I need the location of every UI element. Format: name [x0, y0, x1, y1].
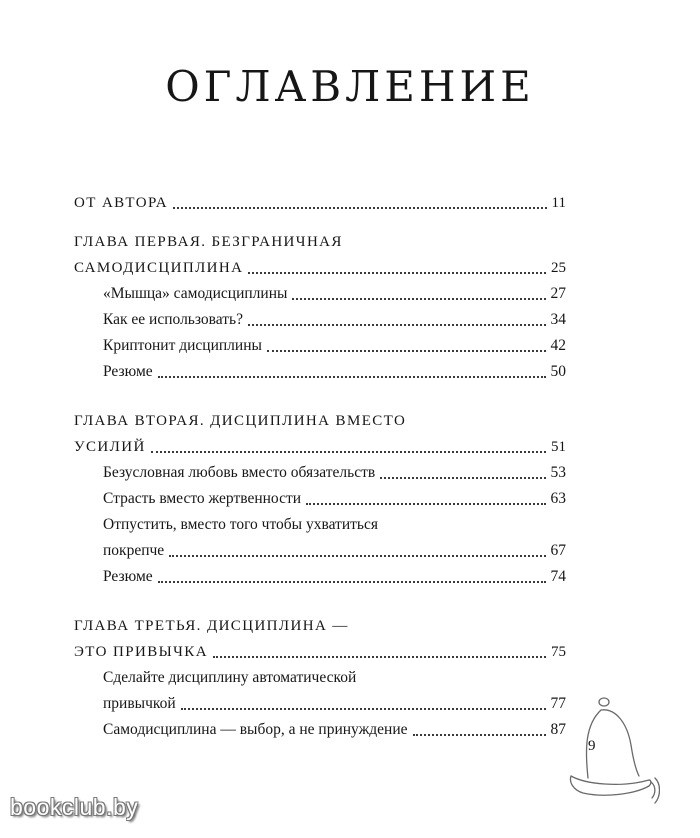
- toc-page-number: 74: [550, 568, 566, 585]
- chapter-heading-line: ГЛАВА ПЕРВАЯ. БЕЗГРАНИЧНАЯ: [74, 234, 343, 250]
- dot-leader: [158, 581, 546, 583]
- watermark-logo: bookclub.by: [10, 794, 139, 820]
- toc-entry-line: Сделайте дисциплину автоматической: [103, 669, 357, 686]
- toc-label: Как ее использовать?: [103, 311, 243, 328]
- toc-label: привычкой: [103, 695, 176, 712]
- toc-entry-chapter-3: [74, 639, 566, 665]
- toc-page-number: 50: [550, 363, 566, 380]
- toc-page-number: 11: [551, 195, 566, 211]
- toc-page-number: 67: [550, 542, 566, 559]
- toc-label: покрепче: [103, 542, 165, 559]
- toc-entry: [74, 333, 566, 359]
- chapter-heading-line: ГЛАВА ВТОРАЯ. ДИСЦИПЛИНА ВМЕСТО: [74, 413, 407, 429]
- toc-page-number: 42: [550, 337, 566, 354]
- toc-page-number: 77: [550, 695, 566, 712]
- table-of-contents: [74, 190, 566, 743]
- dot-leader: [248, 324, 546, 326]
- toc-page-number: 34: [550, 311, 566, 328]
- dot-leader: [173, 207, 547, 209]
- toc-entry: [74, 460, 566, 486]
- dot-leader: [306, 503, 545, 505]
- toc-entry: [74, 717, 566, 743]
- toc-page-number: 53: [550, 464, 566, 481]
- toc-label: Самодисциплина — выбор, а не принуждение: [103, 721, 408, 738]
- toc-entry: [74, 281, 566, 307]
- dot-leader: [151, 451, 546, 453]
- toc-label: «Мышца» самодисциплины: [103, 285, 288, 302]
- toc-entry-chapter-1: [74, 255, 566, 281]
- toc-entry: [74, 564, 566, 590]
- toc-page-number: 75: [551, 644, 566, 660]
- toc-entry: [74, 538, 566, 564]
- toc-label: ОТ АВТОРА: [74, 195, 169, 211]
- page-title: ОГЛАВЛЕНИЕ: [165, 62, 535, 111]
- bell-icon: [555, 690, 660, 805]
- page-number: 9: [588, 738, 596, 754]
- toc-entry: [74, 359, 566, 385]
- chapter-heading-line: ГЛАВА ТРЕТЬЯ. ДИСЦИПЛИНА —: [74, 618, 349, 634]
- toc-label: Резюме: [103, 568, 153, 585]
- toc-page-number: 27: [550, 285, 566, 302]
- toc-entry: [74, 691, 566, 717]
- dot-leader: [213, 656, 546, 658]
- toc-entry-author: [74, 190, 566, 216]
- toc-page-number: 63: [550, 490, 566, 507]
- toc-entry-line: Отпустить, вместо того чтобы ухватиться: [103, 516, 378, 533]
- toc-entry: [74, 486, 566, 512]
- toc-label: Страсть вместо жертвенности: [103, 490, 302, 507]
- toc-label: УСИЛИЙ: [74, 439, 146, 455]
- dot-leader: [292, 298, 545, 300]
- dot-leader: [267, 350, 546, 352]
- dot-leader: [248, 272, 546, 274]
- toc-entry: [74, 307, 566, 333]
- toc-page-number: 87: [550, 721, 566, 738]
- dot-leader: [181, 708, 546, 710]
- toc-entry-chapter-2: [74, 434, 566, 460]
- toc-page-number: 51: [551, 439, 566, 455]
- toc-label: Безусловная любовь вместо обязательств: [103, 464, 376, 481]
- toc-label: Резюме: [103, 363, 153, 380]
- dot-leader: [380, 477, 545, 479]
- dot-leader: [158, 376, 546, 378]
- toc-page-number: 25: [551, 260, 566, 276]
- toc-label: Криптонит дисциплины: [103, 337, 262, 354]
- toc-label: САМОДИСЦИПЛИНА: [74, 260, 244, 276]
- dot-leader: [413, 734, 546, 736]
- toc-label: ЭТО ПРИВЫЧКА: [74, 644, 208, 660]
- dot-leader: [169, 555, 545, 557]
